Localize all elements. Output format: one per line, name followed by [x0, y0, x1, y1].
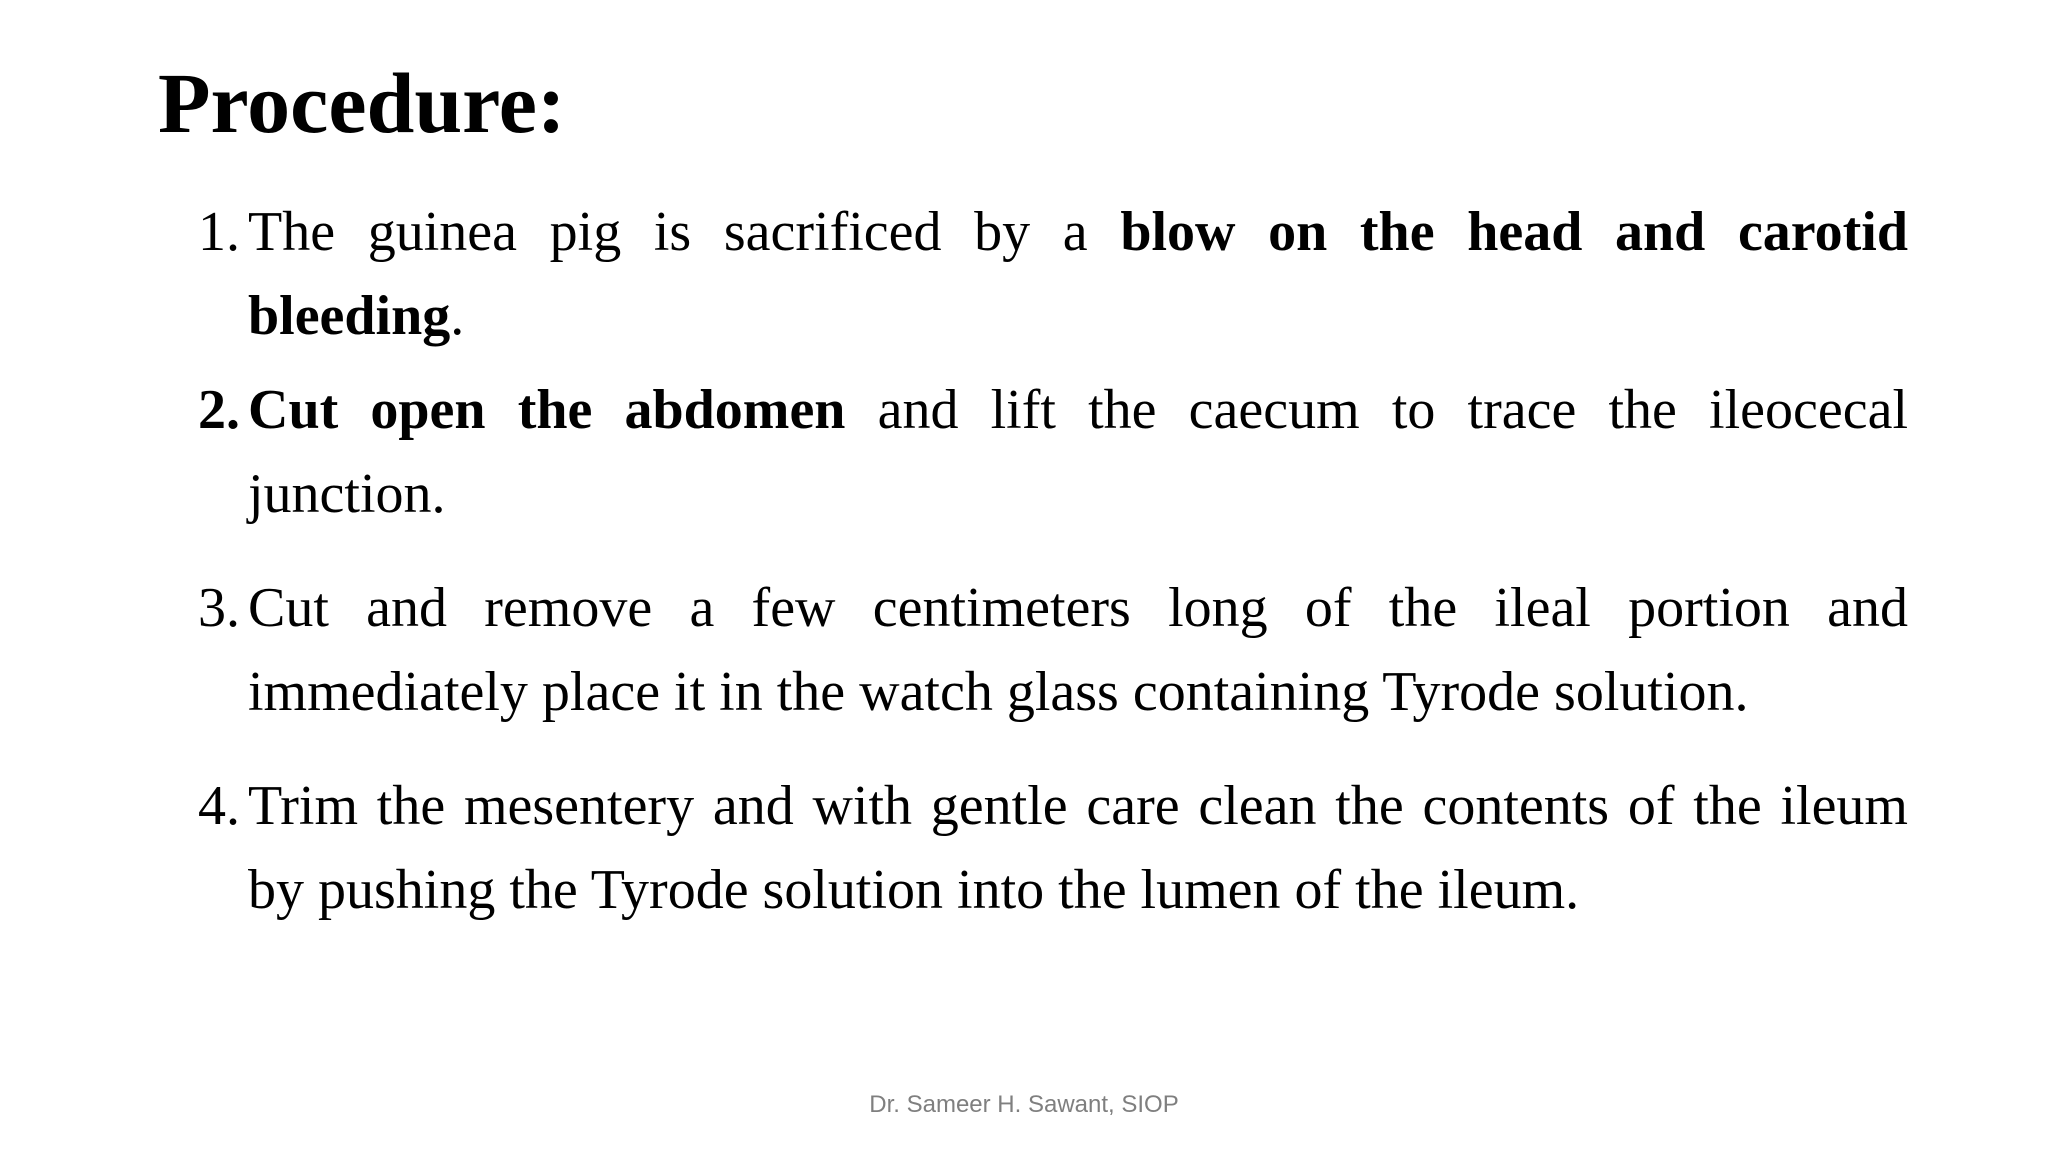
item-number: 2.	[198, 379, 240, 441]
item-number: 1.	[198, 201, 240, 263]
item-text-part: and lift the caecum to trace the ileocecal junction.	[248, 379, 1908, 525]
item-number: 4.	[198, 775, 240, 837]
procedure-list	[198, 190, 1908, 932]
item-text-part-bold: Cut open the abdomen	[248, 379, 846, 441]
item-text-part: .	[450, 285, 465, 347]
list-item-4	[198, 764, 1908, 932]
slide-title: Procedure:	[158, 55, 566, 151]
footer-credit: Dr. Sameer H. Sawant, SIOP	[869, 1091, 1179, 1118]
item-text-part: Trim the mesentery and with gentle care clean the contents of the ileum by pushing the Tyrode solution into the lumen of the ileum.	[248, 775, 1908, 921]
item-number: 3.	[198, 577, 240, 639]
list-item-2	[198, 368, 1908, 536]
item-text-part: Cut and remove a few centimeters long of the ileal portion and immediately place it in the watch glass containing Tyrode solution.	[248, 577, 1908, 723]
list-item-1	[198, 190, 1908, 358]
item-text-part-bold: blow on the head and carotid bleeding	[248, 201, 1909, 347]
list-item-3	[198, 566, 1908, 734]
item-text-part: The guinea pig is sacrificed by a	[248, 201, 1121, 263]
